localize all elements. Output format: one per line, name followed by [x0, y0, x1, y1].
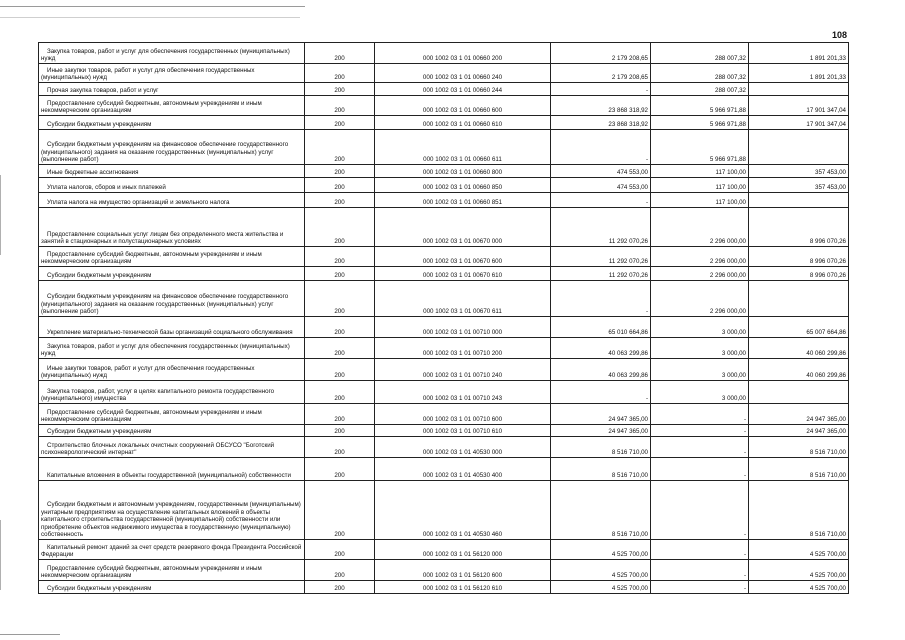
row-executed-amount-cell: -: [651, 581, 749, 594]
row-executed-amount-cell: 2 296 000,00: [651, 247, 749, 267]
row-executed-amount-cell: -: [651, 404, 749, 425]
row-name-cell: Предоставление субсидий бюджетным, автономным учреждениям и иным некоммерческим организациям: [39, 404, 305, 425]
row-name-cell: Закупка товаров, работ и услуг для обеспечения государственных (муниципальных) нужд: [39, 43, 305, 64]
row-remaining-amount-cell: 8 996 070,26: [749, 208, 849, 247]
row-executed-amount-cell: 5 966 971,88: [651, 96, 749, 116]
row-classification-code-cell: 000 1002 03 1 01 00660 200: [375, 43, 551, 64]
row-name-cell: Закупка товаров, работ, услуг в целях капитального ремонта государственного (муниципального) имущества: [39, 381, 305, 404]
row-admin-code-cell: 200: [305, 165, 375, 178]
row-classification-code-cell: 000 1002 03 1 01 00660 611: [375, 130, 551, 165]
row-admin-code-cell: 200: [305, 381, 375, 404]
row-name-cell: Капитальный ремонт зданий за счет средств резервного фонда Президента Российской Федерации: [39, 540, 305, 560]
row-remaining-amount-cell: 8 996 070,26: [749, 247, 849, 267]
table-row: [39, 404, 849, 425]
row-remaining-amount-cell: [749, 83, 849, 96]
row-remaining-amount-cell: 4 525 700,00: [749, 540, 849, 560]
row-name-cell: Иные закупки товаров, работ и услуг для обеспечения государственных (муниципальных) нужд: [39, 359, 305, 381]
row-name-cell: Предоставление субсидий бюджетным, автономным учреждениям и иным некоммерческим организациям: [39, 560, 305, 581]
row-approved-amount-cell: 2 179 208,65: [551, 43, 651, 64]
row-executed-amount-cell: -: [651, 481, 749, 540]
row-approved-amount-cell: 40 063 299,86: [551, 359, 651, 381]
table-row: [39, 130, 849, 165]
row-executed-amount-cell: -: [651, 540, 749, 560]
scan-edge-line: [0, 6, 305, 7]
row-remaining-amount-cell: [749, 381, 849, 404]
row-remaining-amount-cell: 17 901 347,04: [749, 116, 849, 130]
row-executed-amount-cell: 117 100,00: [651, 165, 749, 178]
row-approved-amount-cell: -: [551, 381, 651, 404]
row-executed-amount-cell: -: [651, 425, 749, 437]
row-remaining-amount-cell: 24 947 365,00: [749, 404, 849, 425]
row-admin-code-cell: 200: [305, 96, 375, 116]
row-classification-code-cell: 000 1002 03 1 01 00660 244: [375, 83, 551, 96]
row-name-cell: Субсидии бюджетным учреждениям: [39, 581, 305, 594]
row-executed-amount-cell: -: [651, 437, 749, 458]
row-admin-code-cell: 200: [305, 267, 375, 281]
row-approved-amount-cell: 65 010 664,86: [551, 317, 651, 338]
row-remaining-amount-cell: 1 891 201,33: [749, 64, 849, 83]
row-name-cell: Предоставление субсидий бюджетным, автономным учреждениям и иным некоммерческим организациям: [39, 96, 305, 116]
row-name-cell: Иные бюджетные ассигнования: [39, 165, 305, 178]
row-approved-amount-cell: -: [551, 83, 651, 96]
row-name-cell: Иные закупки товаров, работ и услуг для обеспечения государственных (муниципальных) нужд: [39, 64, 305, 83]
table-row: [39, 317, 849, 338]
row-approved-amount-cell: 8 516 710,00: [551, 437, 651, 458]
budget-table: [38, 42, 849, 594]
table-row: [39, 178, 849, 193]
row-name-cell: Укрепление материально-технической базы организаций социального обслуживания: [39, 317, 305, 338]
row-admin-code-cell: 200: [305, 481, 375, 540]
row-classification-code-cell: 000 1002 03 1 01 40530 460: [375, 481, 551, 540]
row-classification-code-cell: 000 1002 03 1 01 00710 200: [375, 338, 551, 359]
row-classification-code-cell: 000 1002 03 1 01 00660 800: [375, 165, 551, 178]
row-classification-code-cell: 000 1002 03 1 01 00710 600: [375, 404, 551, 425]
row-admin-code-cell: 200: [305, 83, 375, 96]
row-name-cell: Закупка товаров, работ и услуг для обеспечения государственных (муниципальных) нужд: [39, 338, 305, 359]
row-classification-code-cell: 000 1002 03 1 01 00710 610: [375, 425, 551, 437]
row-executed-amount-cell: 3 000,00: [651, 381, 749, 404]
table-row: [39, 338, 849, 359]
row-classification-code-cell: 000 1002 03 1 01 00710 243: [375, 381, 551, 404]
row-remaining-amount-cell: 4 525 700,00: [749, 560, 849, 581]
row-classification-code-cell: 000 1002 03 1 01 56120 600: [375, 560, 551, 581]
row-name-cell: Капитальные вложения в объекты государственной (муниципальной) собственности: [39, 458, 305, 481]
table-row: [39, 437, 849, 458]
row-executed-amount-cell: 3 000,00: [651, 317, 749, 338]
row-approved-amount-cell: 8 516 710,00: [551, 481, 651, 540]
table-row: [39, 165, 849, 178]
row-classification-code-cell: 000 1002 03 1 01 00670 000: [375, 208, 551, 247]
row-remaining-amount-cell: [749, 193, 849, 208]
row-approved-amount-cell: 23 868 318,92: [551, 96, 651, 116]
table-row: [39, 581, 849, 594]
row-remaining-amount-cell: 8 516 710,00: [749, 437, 849, 458]
table-row: [39, 43, 849, 64]
row-remaining-amount-cell: 8 516 710,00: [749, 481, 849, 540]
row-name-cell: Прочая закупка товаров, работ и услуг: [39, 83, 305, 96]
table-row: [39, 96, 849, 116]
row-admin-code-cell: 200: [305, 404, 375, 425]
table-row: [39, 281, 849, 317]
row-classification-code-cell: 000 1002 03 1 01 00660 600: [375, 96, 551, 116]
row-executed-amount-cell: 2 296 000,00: [651, 267, 749, 281]
row-remaining-amount-cell: 357 453,00: [749, 178, 849, 193]
margin-mark: [0, 520, 1, 590]
row-remaining-amount-cell: 40 060 299,86: [749, 338, 849, 359]
row-remaining-amount-cell: 8 516 710,00: [749, 458, 849, 481]
row-approved-amount-cell: -: [551, 281, 651, 317]
row-admin-code-cell: 200: [305, 64, 375, 83]
row-executed-amount-cell: 5 966 971,88: [651, 116, 749, 130]
table-row: [39, 359, 849, 381]
row-name-cell: Уплата налогов, сборов и иных платежей: [39, 178, 305, 193]
row-admin-code-cell: 200: [305, 425, 375, 437]
row-approved-amount-cell: 11 292 070,26: [551, 267, 651, 281]
row-approved-amount-cell: 474 553,00: [551, 178, 651, 193]
row-admin-code-cell: 200: [305, 247, 375, 267]
table-row: [39, 267, 849, 281]
row-classification-code-cell: 000 1002 03 1 01 56120 610: [375, 581, 551, 594]
row-admin-code-cell: 200: [305, 458, 375, 481]
row-admin-code-cell: 200: [305, 359, 375, 381]
table-row: [39, 481, 849, 540]
row-approved-amount-cell: 474 553,00: [551, 165, 651, 178]
row-admin-code-cell: 200: [305, 208, 375, 247]
row-executed-amount-cell: 117 100,00: [651, 193, 749, 208]
row-remaining-amount-cell: 8 996 070,26: [749, 267, 849, 281]
row-name-cell: Уплата налога на имущество организаций и земельного налога: [39, 193, 305, 208]
row-approved-amount-cell: 4 525 700,00: [551, 560, 651, 581]
row-admin-code-cell: 200: [305, 317, 375, 338]
row-classification-code-cell: 000 1002 03 1 01 00660 851: [375, 193, 551, 208]
row-approved-amount-cell: 11 292 070,26: [551, 247, 651, 267]
table-row: [39, 458, 849, 481]
row-admin-code-cell: 200: [305, 281, 375, 317]
row-admin-code-cell: 200: [305, 581, 375, 594]
row-executed-amount-cell: 288 007,32: [651, 43, 749, 64]
table-row: [39, 193, 849, 208]
table-row: [39, 540, 849, 560]
row-remaining-amount-cell: 40 060 299,86: [749, 359, 849, 381]
row-admin-code-cell: 200: [305, 560, 375, 581]
row-executed-amount-cell: 2 296 000,00: [651, 208, 749, 247]
row-name-cell: Субсидии бюджетным учреждениям на финансовое обеспечение государственного (муниципального) задания на оказание государственных (муниципальных) услуг (выполнение работ): [39, 281, 305, 317]
table-row: [39, 381, 849, 404]
table-row: [39, 116, 849, 130]
row-admin-code-cell: 200: [305, 437, 375, 458]
row-classification-code-cell: 000 1002 03 1 01 00710 240: [375, 359, 551, 381]
row-name-cell: Субсидии бюджетным учреждениям: [39, 116, 305, 130]
row-remaining-amount-cell: 17 901 347,04: [749, 96, 849, 116]
row-executed-amount-cell: 5 966 971,88: [651, 130, 749, 165]
row-name-cell: Строительство блочных локальных очистных сооружений ОБСУСО "Боготский психоневрологический интернат": [39, 437, 305, 458]
table-row: [39, 83, 849, 96]
scan-edge-line: [0, 17, 300, 18]
row-name-cell: Субсидии бюджетным учреждениям на финансовое обеспечение государственного (муниципального) задания на оказание государственных (муниципальных) услуг (выполнение работ): [39, 130, 305, 165]
row-approved-amount-cell: 4 525 700,00: [551, 581, 651, 594]
row-admin-code-cell: 200: [305, 540, 375, 560]
row-name-cell: Субсидии бюджетным и автономным учреждениям, государственным (муниципальным) унитарным предприятиям на осуществление капитальных вложений в объекты капитального строительства государственной (муниципальной) собственности или приобретение объектов недвижимого имущества в государственную (муниципальную) собственность: [39, 481, 305, 540]
row-admin-code-cell: 200: [305, 130, 375, 165]
row-name-cell: Предоставление социальных услуг лицам без определенного места жительства и занятий в стационарных и полустационарных условиях: [39, 208, 305, 247]
row-remaining-amount-cell: [749, 130, 849, 165]
row-remaining-amount-cell: 1 891 201,33: [749, 43, 849, 64]
row-classification-code-cell: 000 1002 03 1 01 00670 600: [375, 247, 551, 267]
row-approved-amount-cell: 23 868 318,92: [551, 116, 651, 130]
row-name-cell: Субсидии бюджетным учреждениям: [39, 267, 305, 281]
row-executed-amount-cell: 288 007,32: [651, 64, 749, 83]
row-admin-code-cell: 200: [305, 193, 375, 208]
margin-mark: [0, 175, 1, 255]
row-executed-amount-cell: 288 007,32: [651, 83, 749, 96]
row-approved-amount-cell: 24 947 365,00: [551, 404, 651, 425]
row-classification-code-cell: 000 1002 03 1 01 40530 400: [375, 458, 551, 481]
row-admin-code-cell: 200: [305, 43, 375, 64]
row-executed-amount-cell: 3 000,00: [651, 359, 749, 381]
table-row: [39, 560, 849, 581]
row-classification-code-cell: 000 1002 03 1 01 00670 610: [375, 267, 551, 281]
row-approved-amount-cell: 2 179 208,65: [551, 64, 651, 83]
row-executed-amount-cell: -: [651, 458, 749, 481]
scan-edge-line: [0, 634, 60, 635]
row-admin-code-cell: 200: [305, 116, 375, 130]
row-executed-amount-cell: -: [651, 560, 749, 581]
row-classification-code-cell: 000 1002 03 1 01 56120 000: [375, 540, 551, 560]
table-row: [39, 64, 849, 83]
row-approved-amount-cell: 8 516 710,00: [551, 458, 651, 481]
row-approved-amount-cell: -: [551, 130, 651, 165]
row-classification-code-cell: 000 1002 03 1 01 00660 610: [375, 116, 551, 130]
row-classification-code-cell: 000 1002 03 1 01 00670 611: [375, 281, 551, 317]
row-approved-amount-cell: 11 292 070,26: [551, 208, 651, 247]
row-name-cell: Предоставление субсидий бюджетным, автономным учреждениям и иным некоммерческим организациям: [39, 247, 305, 267]
row-remaining-amount-cell: 65 007 664,86: [749, 317, 849, 338]
row-approved-amount-cell: 24 947 365,00: [551, 425, 651, 437]
row-name-cell: Субсидии бюджетным учреждениям: [39, 425, 305, 437]
row-executed-amount-cell: 117 100,00: [651, 178, 749, 193]
row-classification-code-cell: 000 1002 03 1 01 40530 000: [375, 437, 551, 458]
row-remaining-amount-cell: 357 453,00: [749, 165, 849, 178]
row-approved-amount-cell: 40 063 299,86: [551, 338, 651, 359]
row-remaining-amount-cell: 24 947 365,00: [749, 425, 849, 437]
row-admin-code-cell: 200: [305, 338, 375, 359]
row-classification-code-cell: 000 1002 03 1 01 00660 240: [375, 64, 551, 83]
row-admin-code-cell: 200: [305, 178, 375, 193]
table-row: [39, 425, 849, 437]
page-number: 108: [831, 30, 847, 40]
row-classification-code-cell: 000 1002 03 1 01 00710 000: [375, 317, 551, 338]
budget-table-container: [38, 42, 848, 594]
table-row: [39, 208, 849, 247]
table-row: [39, 247, 849, 267]
row-approved-amount-cell: 4 525 700,00: [551, 540, 651, 560]
row-approved-amount-cell: -: [551, 193, 651, 208]
row-executed-amount-cell: 3 000,00: [651, 338, 749, 359]
row-classification-code-cell: 000 1002 03 1 01 00660 850: [375, 178, 551, 193]
row-executed-amount-cell: 2 296 000,00: [651, 281, 749, 317]
row-remaining-amount-cell: [749, 281, 849, 317]
row-remaining-amount-cell: 4 525 700,00: [749, 581, 849, 594]
